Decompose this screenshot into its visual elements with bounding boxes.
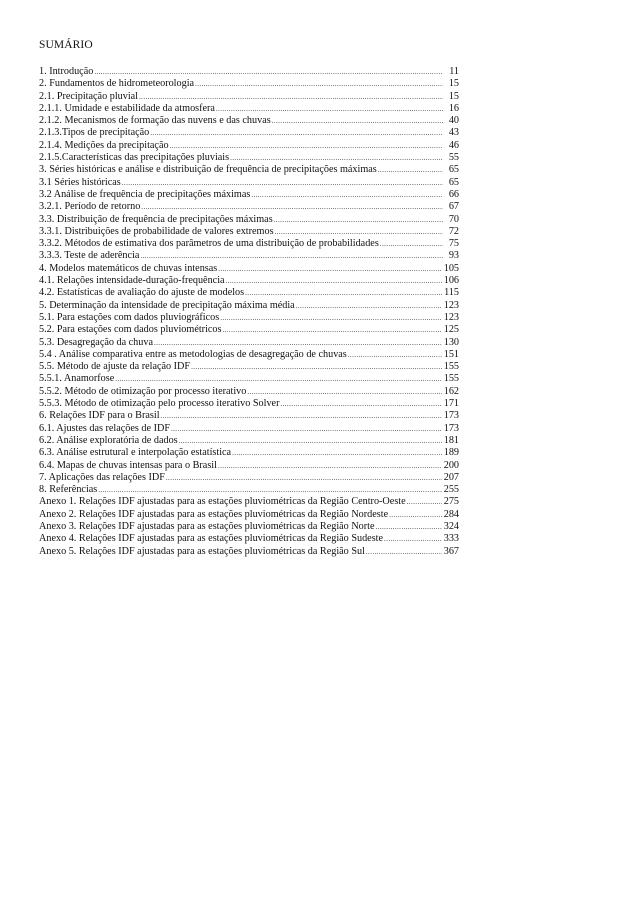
toc-dot-leader bbox=[376, 521, 442, 533]
toc-dot-leader bbox=[171, 423, 442, 435]
toc-entry[interactable] bbox=[39, 349, 459, 361]
toc-entry-label: 3.3. Distribuição de frequência de precipitações máximas bbox=[39, 213, 273, 225]
toc-entry-label: 2.1.5.Características das precipitações pluviais bbox=[39, 152, 230, 164]
toc-entry-page-number: 67 bbox=[448, 201, 459, 213]
toc-dot-leader bbox=[115, 373, 441, 385]
toc-entry[interactable] bbox=[39, 164, 459, 176]
toc-entry-label: 6.2. Análise exploratória de dados bbox=[39, 434, 178, 446]
toc-entry-label: 5.3. Desagregação da chuva bbox=[39, 336, 153, 348]
toc-dot-leader bbox=[191, 361, 442, 373]
toc-entry-page-number: 65 bbox=[448, 164, 459, 176]
toc-entry-label: 5.5. Método de ajuste da relação IDF bbox=[39, 361, 191, 373]
toc-entry-label: 5.1. Para estações com dados pluviográficos bbox=[39, 311, 220, 323]
toc-entry-label: 5.5.1. Anamorfose bbox=[39, 373, 115, 385]
toc-entry-page-number: 72 bbox=[448, 225, 459, 237]
toc-entry[interactable] bbox=[39, 66, 459, 78]
toc-entry[interactable] bbox=[39, 91, 459, 103]
toc-dot-leader bbox=[161, 410, 442, 422]
toc-dot-leader bbox=[348, 349, 442, 361]
toc-entry[interactable] bbox=[39, 460, 459, 472]
toc-entry[interactable] bbox=[39, 496, 459, 508]
toc-entry-page-number: 171 bbox=[443, 398, 459, 410]
toc-entry-page-number: 151 bbox=[443, 348, 459, 360]
toc-dot-leader bbox=[274, 214, 443, 226]
toc-entry[interactable] bbox=[39, 447, 459, 459]
toc-entry-label: 2. Fundamentos de hidrometeorologia bbox=[39, 78, 195, 90]
toc-entry[interactable] bbox=[39, 312, 459, 324]
toc-entry-label: 1. Introdução bbox=[39, 66, 94, 77]
toc-dot-leader bbox=[179, 435, 442, 447]
toc-dot-leader bbox=[272, 115, 443, 127]
toc-entry[interactable] bbox=[39, 226, 459, 238]
toc-entry[interactable] bbox=[39, 250, 459, 262]
toc-dot-leader bbox=[154, 337, 442, 349]
toc-entry-label: 6.1. Ajustes das relações de IDF bbox=[39, 422, 170, 434]
toc-dot-leader bbox=[222, 324, 441, 336]
toc-entry[interactable] bbox=[39, 189, 459, 201]
toc-dot-leader bbox=[220, 312, 442, 324]
toc-entry-page-number: 173 bbox=[443, 410, 459, 422]
toc-entry-label: 3. Séries históricas e análise e distribuição de frequência de precipitações máximas bbox=[39, 164, 377, 176]
toc-entry-label: 6. Relações IDF para o Brasil bbox=[39, 410, 160, 422]
toc-entry-label: Anexo 5. Relações IDF ajustadas para as estações pluviométricas da Região Sul bbox=[39, 545, 365, 557]
toc-entry-page-number: 55 bbox=[448, 152, 459, 164]
toc-entry-page-number: 15 bbox=[448, 90, 459, 102]
toc-entry[interactable] bbox=[39, 509, 459, 521]
toc-dot-leader bbox=[98, 484, 441, 496]
toc-dot-leader bbox=[150, 127, 443, 139]
toc-entry-label: 2.1.1. Umidade e estabilidade da atmosfera bbox=[39, 102, 215, 114]
toc-entry[interactable] bbox=[39, 115, 459, 127]
toc-dot-leader bbox=[247, 386, 441, 398]
toc-entry[interactable] bbox=[39, 238, 459, 250]
toc-dot-leader bbox=[226, 275, 442, 287]
toc-entry-label: Anexo 3. Relações IDF ajustadas para as estações pluviométricas da Região Norte bbox=[39, 520, 375, 532]
toc-entry[interactable] bbox=[39, 386, 459, 398]
toc-entry[interactable] bbox=[39, 263, 459, 275]
toc-entry-label: 5.5.2. Método de otimização por processo iterativo bbox=[39, 385, 247, 397]
toc-dot-leader bbox=[170, 140, 443, 152]
toc-entry-label: 4.2. Estatísticas de avaliação do ajuste de modelos bbox=[39, 287, 245, 299]
toc-entry-label: 3.3.2. Métodos de estimativa dos parâmetros de uma distribuição de probabilidades bbox=[39, 238, 379, 250]
toc-entry[interactable] bbox=[39, 214, 459, 226]
toc-entry[interactable] bbox=[39, 275, 459, 287]
toc-entry-label: 3.2.1. Período de retorno bbox=[39, 201, 141, 213]
toc-entry-label: 5. Determinação da intensidade de precipitação máxima média bbox=[39, 299, 295, 311]
toc-entry-page-number: 123 bbox=[443, 311, 459, 323]
toc-entry-page-number: 66 bbox=[448, 188, 459, 200]
toc-entry-page-number: 207 bbox=[443, 471, 459, 483]
toc-entry-label: 2.1.2. Mecanismos de formação das nuvens e das chuvas bbox=[39, 115, 271, 127]
toc-entry[interactable] bbox=[39, 472, 459, 484]
toc-entry-label: 5.2. Para estações com dados pluviométricos bbox=[39, 324, 222, 336]
toc-entry[interactable] bbox=[39, 300, 459, 312]
toc-entry[interactable] bbox=[39, 78, 459, 90]
toc-entry[interactable] bbox=[39, 521, 459, 533]
toc-entry-label: 2.1.3.Tipos de precipitação bbox=[39, 127, 150, 139]
toc-entry-page-number: 105 bbox=[443, 262, 459, 274]
toc-entry-page-number: 46 bbox=[448, 139, 459, 151]
toc-entry-page-number: 333 bbox=[443, 533, 459, 545]
toc-entry-page-number: 40 bbox=[448, 115, 459, 127]
toc-entry-page-number: 75 bbox=[448, 238, 459, 250]
toc-entry[interactable] bbox=[39, 140, 459, 152]
toc-dot-leader bbox=[141, 201, 443, 213]
toc-entry-label: Anexo 2. Relações IDF ajustadas para as estações pluviométricas da Região Nordeste bbox=[39, 508, 389, 520]
toc-entry-page-number: 162 bbox=[443, 385, 459, 397]
toc-entry-page-number: 275 bbox=[443, 496, 459, 508]
toc-entry[interactable] bbox=[39, 398, 459, 410]
toc-dot-leader bbox=[389, 509, 442, 521]
toc-entry-label: 5.5.3. Método de otimização pelo processo iterativo Solver bbox=[39, 398, 280, 410]
toc-entry-page-number: 200 bbox=[443, 459, 459, 471]
toc-entry-label: 2.1. Precipitação pluvial bbox=[39, 90, 139, 102]
toc-entry-page-number: 106 bbox=[443, 275, 459, 287]
toc-dot-leader bbox=[94, 66, 443, 78]
page-title: SUMÁRIO bbox=[39, 39, 93, 51]
toc-entry[interactable] bbox=[39, 533, 459, 545]
toc-entry-label: 8. Referências bbox=[39, 484, 98, 496]
toc-entry-page-number: 115 bbox=[444, 287, 459, 299]
toc-entry-page-number: 65 bbox=[448, 176, 459, 188]
toc-dot-leader bbox=[218, 263, 441, 275]
toc-entry-page-number: 125 bbox=[443, 324, 459, 336]
toc-entry-page-number: 367 bbox=[443, 545, 459, 557]
toc-dot-leader bbox=[232, 447, 442, 459]
toc-entry-label: 3.1 Séries históricas bbox=[39, 176, 121, 188]
toc-dot-leader bbox=[296, 300, 442, 312]
toc-dot-leader bbox=[195, 78, 443, 90]
toc-entry[interactable] bbox=[39, 152, 459, 164]
toc-entry[interactable] bbox=[39, 435, 459, 447]
toc-dot-leader bbox=[275, 226, 443, 238]
toc-entry-label: 3.2 Análise de frequência de precipitações máximas bbox=[39, 188, 251, 200]
toc-entry[interactable] bbox=[39, 177, 459, 189]
table-of-contents bbox=[39, 66, 459, 558]
document-page bbox=[39, 38, 459, 558]
toc-entry-page-number: 189 bbox=[443, 447, 459, 459]
toc-dot-leader bbox=[230, 152, 443, 164]
toc-entry-page-number: 15 bbox=[448, 78, 459, 90]
toc-entry-label: Anexo 1. Relações IDF ajustadas para as estações pluviométricas da Região Centro-Oeste bbox=[39, 496, 406, 508]
toc-entry[interactable] bbox=[39, 201, 459, 213]
toc-entry-page-number: 324 bbox=[443, 520, 459, 532]
toc-dot-leader bbox=[384, 533, 442, 545]
toc-entry-label: 7. Aplicações das relações IDF bbox=[39, 471, 165, 483]
toc-entry-page-number: 181 bbox=[443, 434, 459, 446]
toc-entry-page-number: 155 bbox=[443, 361, 459, 373]
toc-dot-leader bbox=[251, 189, 443, 201]
toc-entry[interactable] bbox=[39, 423, 459, 435]
toc-entry-page-number: 43 bbox=[448, 127, 459, 139]
toc-dot-leader bbox=[216, 103, 443, 115]
toc-dot-leader bbox=[380, 238, 443, 250]
toc-entry-page-number: 70 bbox=[448, 213, 459, 225]
toc-dot-leader bbox=[378, 164, 443, 176]
toc-entry-label: 2.1.4. Medições da precipitação bbox=[39, 139, 169, 151]
toc-entry-page-number: 16 bbox=[448, 102, 459, 114]
toc-entry-page-number: 130 bbox=[443, 336, 459, 348]
toc-dot-leader bbox=[166, 472, 442, 484]
toc-entry[interactable] bbox=[39, 103, 459, 115]
toc-entry-page-number: 155 bbox=[443, 373, 459, 385]
toc-entry[interactable] bbox=[39, 373, 459, 385]
toc-entry[interactable] bbox=[39, 337, 459, 349]
toc-entry-label: 4.1. Relações intensidade-duração-frequência bbox=[39, 275, 225, 287]
toc-entry-page-number: 123 bbox=[443, 299, 459, 311]
toc-entry-label: 4. Modelos matemáticos de chuvas intensas bbox=[39, 262, 218, 274]
toc-dot-leader bbox=[280, 398, 441, 410]
toc-dot-leader bbox=[407, 496, 442, 508]
toc-entry[interactable] bbox=[39, 127, 459, 139]
toc-entry-page-number: 284 bbox=[443, 508, 459, 520]
toc-entry[interactable] bbox=[39, 546, 459, 558]
toc-entry-label: 6.4. Mapas de chuvas intensas para o Brasil bbox=[39, 459, 217, 471]
toc-entry-label: 6.3. Análise estrutural e interpolação estatística bbox=[39, 447, 232, 459]
toc-entry-page-number: 255 bbox=[443, 484, 459, 496]
toc-dot-leader bbox=[366, 546, 442, 558]
toc-dot-leader bbox=[218, 460, 442, 472]
toc-entry-label: 3.3.3. Teste de aderência bbox=[39, 250, 140, 262]
toc-entry-page-number: 11 bbox=[449, 66, 459, 77]
toc-entry-label: Anexo 4. Relações IDF ajustadas para as estações pluviométricas da Região Sudeste bbox=[39, 533, 384, 545]
toc-dot-leader bbox=[245, 287, 442, 299]
toc-entry[interactable] bbox=[39, 287, 459, 299]
toc-dot-leader bbox=[139, 91, 443, 103]
toc-entry-label: 3.3.1. Distribuições de probabilidade de valores extremos bbox=[39, 225, 274, 237]
toc-entry-label: 5.4 . Análise comparativa entre as metodologias de desagregação de chuvas bbox=[39, 348, 347, 360]
toc-dot-leader bbox=[140, 250, 443, 262]
toc-entry[interactable] bbox=[39, 410, 459, 422]
toc-entry[interactable] bbox=[39, 324, 459, 336]
toc-entry[interactable] bbox=[39, 361, 459, 373]
toc-dot-leader bbox=[122, 177, 443, 189]
toc-entry-page-number: 173 bbox=[443, 422, 459, 434]
toc-entry[interactable] bbox=[39, 484, 459, 496]
toc-entry-page-number: 93 bbox=[448, 250, 459, 262]
